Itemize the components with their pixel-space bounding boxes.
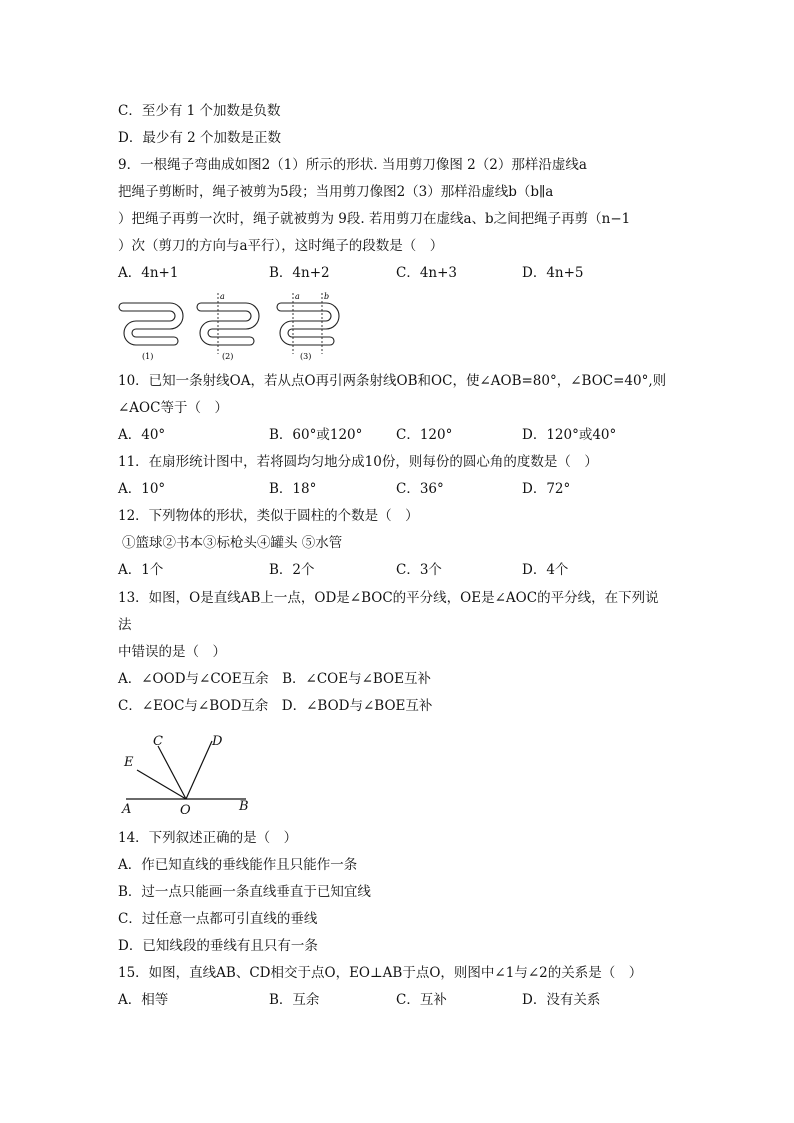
q12-option-d: D．4个 <box>522 562 569 578</box>
label-a: A <box>122 802 132 817</box>
label-e: E <box>124 755 134 770</box>
q11-option-d: D．72° <box>522 481 571 497</box>
q12-line1: 12．下列物体的形状，类似于圆柱的个数是（ ） <box>118 508 419 524</box>
label-a-fig3: a <box>295 292 300 301</box>
q12-option-b: B．2个 <box>269 562 315 578</box>
q15-option-b: B．互余 <box>269 992 320 1008</box>
q9-option-d: D．4n+5 <box>522 265 584 281</box>
q13-options-ab: A．∠OOD与∠COE互余 B．∠COE与∠BOE互补 <box>118 671 431 687</box>
q9-option-b: B．4n+2 <box>269 265 330 281</box>
q14-option-c: C．过任意一点都可引直线的垂线 <box>118 911 318 927</box>
q14-line1: 14．下列叙述正确的是（ ） <box>118 830 298 846</box>
q14-option-a: A．作已知直线的垂线能作且只能作一条 <box>118 857 358 873</box>
caption-2: (2) <box>222 352 234 361</box>
rope-1 <box>119 303 183 345</box>
label-b-fig3: b <box>324 292 330 301</box>
rope-2 <box>197 293 259 354</box>
q15-option-a: A．相等 <box>118 992 169 1008</box>
q13-options-cd: C．∠EOC与∠BOD互余 D．∠BOD与∠BOE互补 <box>118 698 433 714</box>
q9-line4: ）次（剪刀的方向与a平行），这时绳子的段数是（ ） <box>118 238 444 254</box>
q12-option-c: C．3个 <box>396 562 442 578</box>
prev-option-c: C．至少有 1 个加数是负数 <box>118 103 281 119</box>
q11-option-b: B．18° <box>269 481 317 497</box>
q14-option-d: D．已知线段的垂线有且只有一条 <box>118 938 318 954</box>
q10-option-a: A．40° <box>118 427 166 443</box>
rope-3 <box>277 293 339 354</box>
q10-option-c: C．120° <box>396 427 453 443</box>
q9-line2: 把绳子剪断时，绳子被剪为5段；当用剪刀像图2（3）那样沿虚线b（b∥a <box>118 184 554 200</box>
label-a-fig2: a <box>220 292 225 301</box>
q13-line2: 法 <box>118 617 132 633</box>
label-b: B <box>239 799 249 814</box>
q9-line1: 9．一根绳子弯曲成如图2（1）所示的形状. 当用剪刀像图 2（2）那样沿虚线a <box>118 157 587 173</box>
q15-option-c: C．互补 <box>396 992 447 1008</box>
q10-line2: ∠AOC等于（ ） <box>118 400 228 416</box>
label-c: C <box>153 734 163 749</box>
label-o: O <box>180 803 191 818</box>
q15-option-d: D．没有关系 <box>522 992 601 1008</box>
prev-option-d: D．最少有 2 个加数是正数 <box>118 130 281 146</box>
q13-line1: 13．如图，O是直线AB上一点，OD是∠BOC的平分线，OE是∠AOC的平分线，在下列说 <box>118 590 659 606</box>
caption-3: (3) <box>300 352 312 361</box>
q10-option-d: D．120°或40° <box>522 427 617 443</box>
label-d: D <box>212 734 223 749</box>
q11-option-c: C．36° <box>396 481 444 497</box>
rope-figure <box>118 290 348 366</box>
q10-option-b: B．60°或120° <box>269 427 363 443</box>
q12-option-a: A．1个 <box>118 562 164 578</box>
q12-line2: ①篮球②书本③标枪头④罐头 ⑤水管 <box>122 535 343 551</box>
q9-option-c: C．4n+3 <box>396 265 458 281</box>
q14-option-b: B．过一点只能画一条直线垂直于已知宜线 <box>118 884 371 900</box>
q9-option-a: A．4n+1 <box>118 265 179 281</box>
ray-od <box>186 741 212 799</box>
caption-1: (1) <box>142 352 154 361</box>
angle-figure <box>118 728 258 822</box>
q9-line3: ）把绳子再剪一次时，绳子就被剪为 9段. 若用剪刀在虚线a、b之间把绳子再剪（n−1 <box>118 211 631 227</box>
q15-line1: 15．如图，直线AB、CD相交于点O，EO⊥AB于点O，则图中∠1与∠2的关系是（ ） <box>118 965 643 981</box>
q10-line1: 10．已知一条射线OA，若从点O再引两条射线OB和OC，使∠AOB=80°，∠BOC=40°,则 <box>118 373 667 389</box>
q13-line3: 中错误的是（ ） <box>118 644 226 660</box>
q11-option-a: A．10° <box>118 481 166 497</box>
q11-line1: 11．在扇形统计图中，若将圆均匀地分成10份，则每份的圆心角的度数是（ ） <box>118 454 598 470</box>
